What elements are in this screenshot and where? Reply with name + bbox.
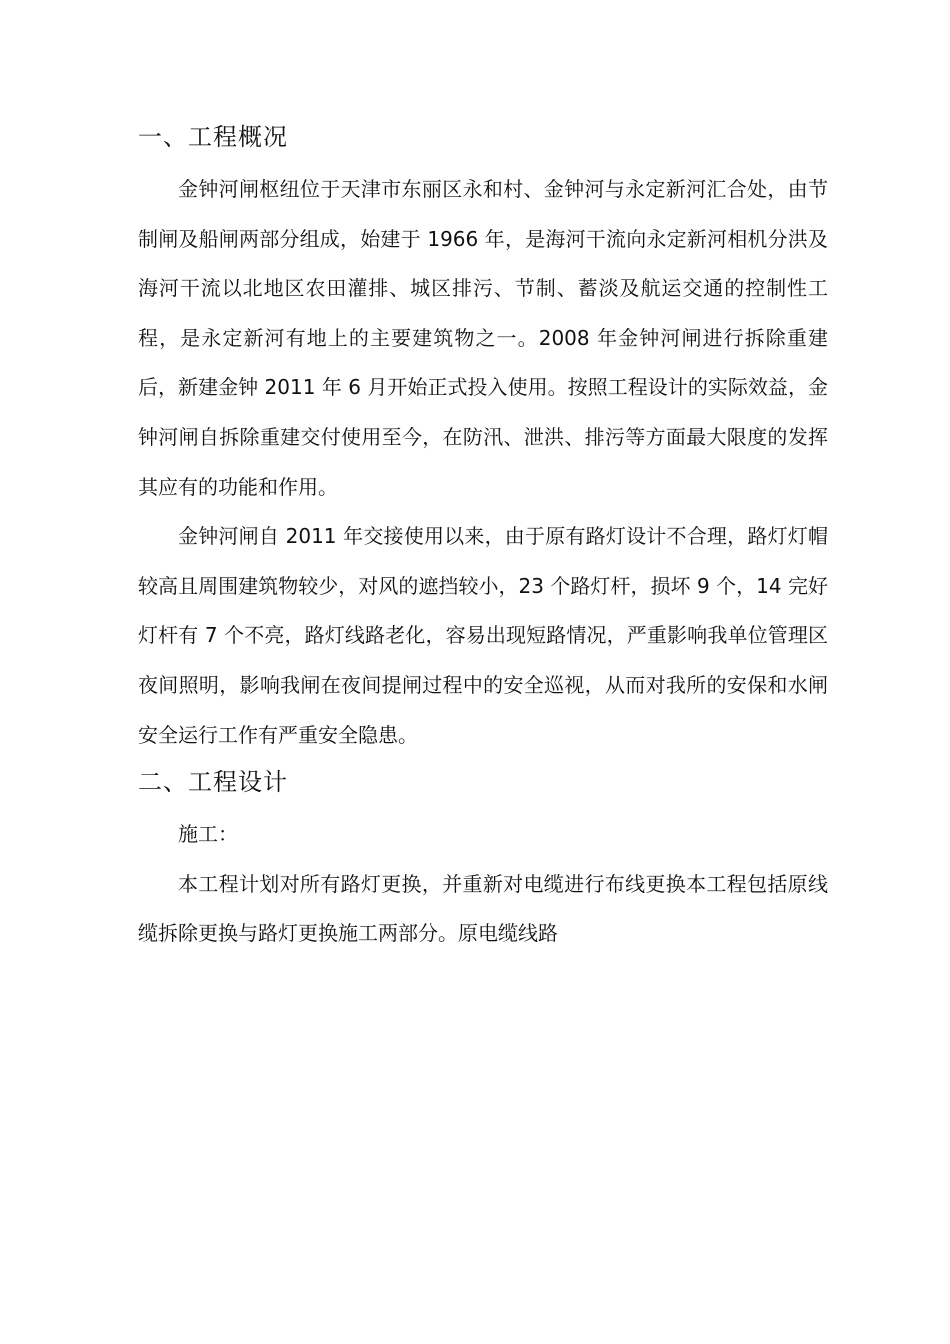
section-heading-project-design: 二、工程设计 — [138, 768, 288, 797]
section-heading-project-overview: 一、工程概况 — [138, 123, 288, 151]
paragraph-project-overview: 金钟河闸枢纽位于天津市东丽区永和村、金钟河与永定新河汇合处，由节制闸及船闸两部分组成，始建于 1966 年，是海河干流向永定新河相机分洪及海河干流以北地区农田灌排、城区排污、节制、蓄淡及航运交通的控制性工程，是永定新河有地上的主要建筑物之一。2008 年金钟河闸进行拆除重建后，新建金钟 2011 年 6 月开始正式投入使用。按照工程设计的实际效益，金钟河闸自拆除重建交付使用至今，在防汛、泄洪、排污等方面最大限度的发挥其应有的功能和作用。 — [138, 177, 828, 499]
paragraph-construction-label: 施工： — [178, 822, 238, 847]
document-body — [138, 115, 828, 959]
paragraph-construction-plan: 本工程计划对所有路灯更换，并重新对电缆进行布线更换本工程包括原线缆拆除更换与路灯更换施工两部分。原电缆线路 — [138, 871, 828, 946]
paragraph-street-light-problem: 金钟河闸自 2011 年交接使用以来，由于原有路灯设计不合理，路灯灯帽较高且周围建筑物较少，对风的遮挡较小，23 个路灯杆，损坏 9 个，14 完好灯杆有 7 个不亮，路灯线路老化，容易出现短路情况，严重影响我单位管理区夜间照明，影响我闸在夜间提闸过程中的安全巡视，从而对我所的安保和水闸安全运行工作有严重安全隐患。 — [138, 524, 828, 747]
